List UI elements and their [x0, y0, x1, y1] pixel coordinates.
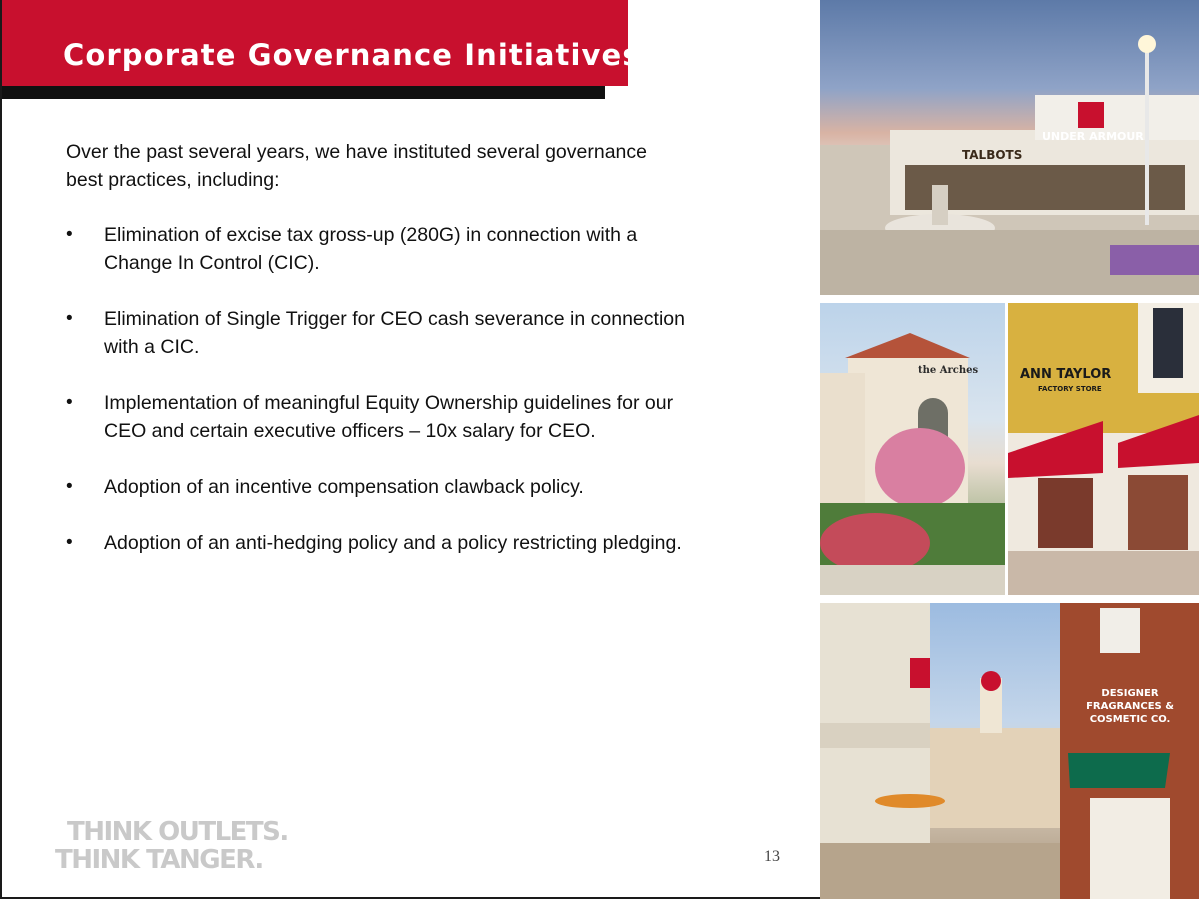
bullet-text: Elimination of Single Trigger for CEO cash severance in connection with a CIC.: [104, 308, 685, 358]
slide-left-border: [0, 0, 2, 899]
talbots-sign: TALBOTS: [962, 148, 1023, 162]
ann-taylor-storefront-photo: [1008, 303, 1199, 595]
arches-illustration: [820, 303, 1005, 595]
logo-line-2: THINK TANGER.: [55, 845, 263, 875]
designer-fragrances-photo: [820, 603, 1199, 899]
ann-taylor-sign: ANN TAYLOR: [1020, 367, 1112, 382]
logo-line-1: THINK OUTLETS.: [67, 817, 288, 847]
bullet-text: Elimination of excise tax gross-up (280G) in connection with a Change In Control (CIC).: [104, 224, 638, 274]
bullet-icon: •: [66, 308, 73, 329]
arches-building-photo: [820, 303, 1005, 595]
bullet-item: [66, 473, 686, 501]
page-number: 13: [764, 848, 780, 865]
bullet-text: Adoption of an anti-hedging policy and a policy restricting pledging.: [104, 532, 682, 554]
designer-fragrances-sign: DESIGNER FRAGRANCES & COSMETIC CO.: [1086, 688, 1174, 725]
bullet-text: Adoption of an incentive compensation clawback policy.: [104, 476, 584, 498]
slide-body: [66, 138, 686, 585]
under-armour-sign: UNDER ARMOUR: [1042, 130, 1144, 143]
factory-store-sign: FACTORY STORE: [1038, 385, 1102, 393]
bullet-icon: •: [66, 476, 73, 497]
title-underline-bar: [2, 86, 605, 99]
intro-text: Over the past several years, we have instituted several governance best practices, including:: [66, 141, 647, 191]
arches-sign: the Arches: [918, 365, 979, 376]
bullet-text: Implementation of meaningful Equity Ownership guidelines for our CEO and certain executive officers – 10x salary for CEO.: [104, 392, 674, 442]
bullet-icon: •: [66, 224, 73, 245]
shopping-street-illustration: [820, 603, 1199, 899]
outlet-plaza-photo: [820, 0, 1199, 295]
slide-title: Corporate Governance Initiatives: [63, 38, 641, 72]
bullet-item: [66, 389, 686, 445]
bullet-icon: •: [66, 532, 73, 553]
bullet-item: [66, 529, 686, 557]
bullet-icon: •: [66, 392, 73, 413]
ann-taylor-illustration: [1008, 303, 1199, 595]
bullet-item: [66, 305, 686, 361]
bullet-list: [66, 221, 686, 557]
tanger-logo: [55, 818, 288, 874]
bullet-item: [66, 221, 686, 277]
